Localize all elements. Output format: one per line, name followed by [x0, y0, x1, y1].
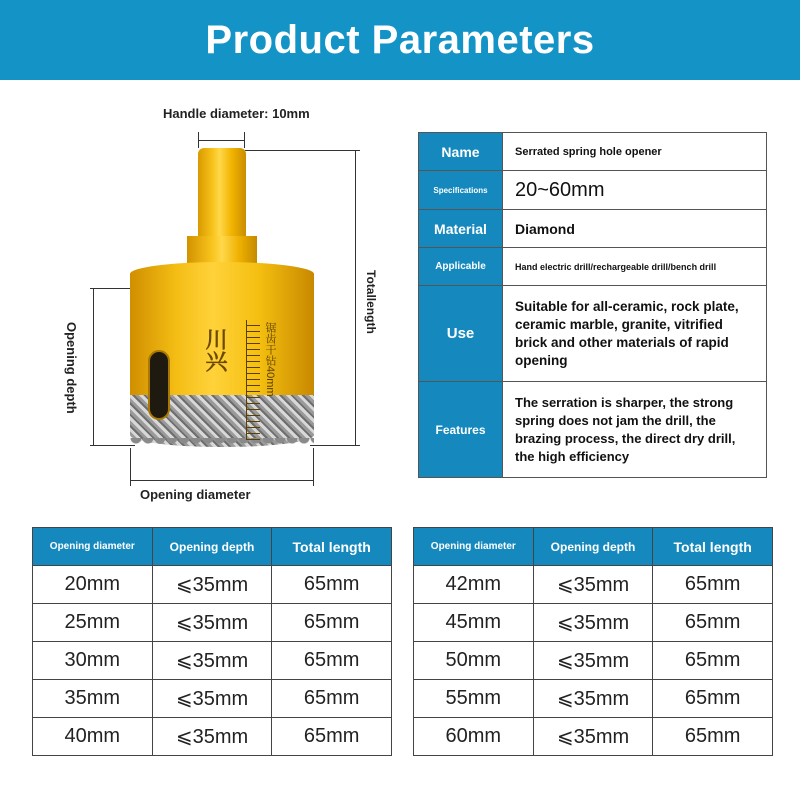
param-value: Diamond — [503, 210, 767, 248]
param-key: Name — [419, 133, 503, 171]
ruler-scale — [246, 320, 260, 440]
table-cell: ⩽35mm — [533, 680, 653, 718]
param-key: Material — [419, 210, 503, 248]
size-table-right — [413, 527, 773, 756]
column-header: Total length — [272, 528, 392, 566]
table-cell: ⩽35mm — [152, 566, 272, 604]
table-row — [33, 642, 392, 680]
table-cell: 20mm — [33, 566, 153, 604]
dim-line — [198, 140, 245, 141]
opening-depth-label: Opening depth — [64, 322, 79, 414]
table-cell: 42mm — [414, 566, 534, 604]
page-title: Product Parameters — [205, 17, 595, 62]
column-header: Total length — [653, 528, 773, 566]
table-cell: 65mm — [653, 604, 773, 642]
table-cell: 35mm — [33, 680, 153, 718]
table-cell: 30mm — [33, 642, 153, 680]
table-row — [414, 566, 773, 604]
table-cell: 65mm — [272, 680, 392, 718]
dim-line — [245, 150, 360, 151]
param-row-name — [419, 133, 767, 171]
table-row — [33, 718, 392, 756]
table-cell: 65mm — [653, 566, 773, 604]
param-row-material — [419, 210, 767, 248]
table-cell: 65mm — [272, 566, 392, 604]
table-cell: ⩽35mm — [533, 604, 653, 642]
table-row — [33, 566, 392, 604]
table-cell: 65mm — [653, 680, 773, 718]
table-cell: 65mm — [653, 718, 773, 756]
table-cell: ⩽35mm — [533, 718, 653, 756]
table-row — [33, 680, 392, 718]
handle-diameter-label: Handle diameter: 10mm — [163, 106, 310, 121]
dim-line — [310, 445, 360, 446]
table-row — [33, 604, 392, 642]
param-key: Applicable — [419, 248, 503, 286]
table-row — [414, 604, 773, 642]
dim-line — [90, 445, 135, 446]
table-row — [414, 718, 773, 756]
total-length-label: Totallength — [364, 270, 378, 334]
table-cell: 55mm — [414, 680, 534, 718]
table-cell: 50mm — [414, 642, 534, 680]
column-header: Opening depth — [152, 528, 272, 566]
table-cell: ⩽35mm — [533, 642, 653, 680]
param-row-specifications — [419, 171, 767, 210]
param-key: Specifications — [419, 171, 503, 210]
brand-logo: 川兴 — [203, 328, 228, 372]
table-cell: 40mm — [33, 718, 153, 756]
dim-line — [90, 288, 135, 289]
table-cell: ⩽35mm — [152, 718, 272, 756]
table-cell: ⩽35mm — [152, 604, 272, 642]
header-banner — [0, 0, 800, 80]
table-cell: 60mm — [414, 718, 534, 756]
parameters-table — [418, 132, 767, 478]
table-cell: 45mm — [414, 604, 534, 642]
size-table-left — [32, 527, 392, 756]
param-value: Suitable for all-ceramic, rock plate, ceramic marble, granite, vitrified brick and other materials of rapid opening — [503, 286, 767, 382]
dim-line — [355, 150, 356, 446]
table-cell: 65mm — [272, 718, 392, 756]
table-cell: 25mm — [33, 604, 153, 642]
table-row — [414, 642, 773, 680]
table-header-row — [414, 528, 773, 566]
param-key: Features — [419, 382, 503, 478]
table-header-row — [33, 528, 392, 566]
table-cell: ⩽35mm — [152, 680, 272, 718]
param-value: The serration is sharper, the strong spring does not jam the drill, the brazing process, the direct dry drill, the high efficiency — [503, 382, 767, 478]
param-row-features — [419, 382, 767, 478]
param-value: Hand electric drill/rechargeable drill/bench drill — [503, 248, 767, 286]
opening-diameter-label: Opening diameter — [140, 487, 251, 502]
drill-slot — [148, 350, 170, 420]
table-cell: 65mm — [272, 604, 392, 642]
column-header: Opening depth — [533, 528, 653, 566]
param-key: Use — [419, 286, 503, 382]
param-value: Serrated spring hole opener — [503, 133, 767, 171]
engraving-text: 锯齿干钻40mm — [264, 322, 276, 397]
drill-teeth-edge — [130, 438, 314, 452]
drill-shank — [198, 148, 246, 238]
table-cell: 65mm — [272, 642, 392, 680]
table-row — [414, 680, 773, 718]
dim-line — [93, 288, 94, 445]
param-value: 20~60mm — [503, 171, 767, 210]
column-header: Opening diameter — [33, 528, 153, 566]
table-cell: ⩽35mm — [152, 642, 272, 680]
param-row-applicable — [419, 248, 767, 286]
dim-line — [130, 480, 314, 481]
param-row-use — [419, 286, 767, 382]
column-header: Opening diameter — [414, 528, 534, 566]
table-cell: 65mm — [653, 642, 773, 680]
table-cell: ⩽35mm — [533, 566, 653, 604]
